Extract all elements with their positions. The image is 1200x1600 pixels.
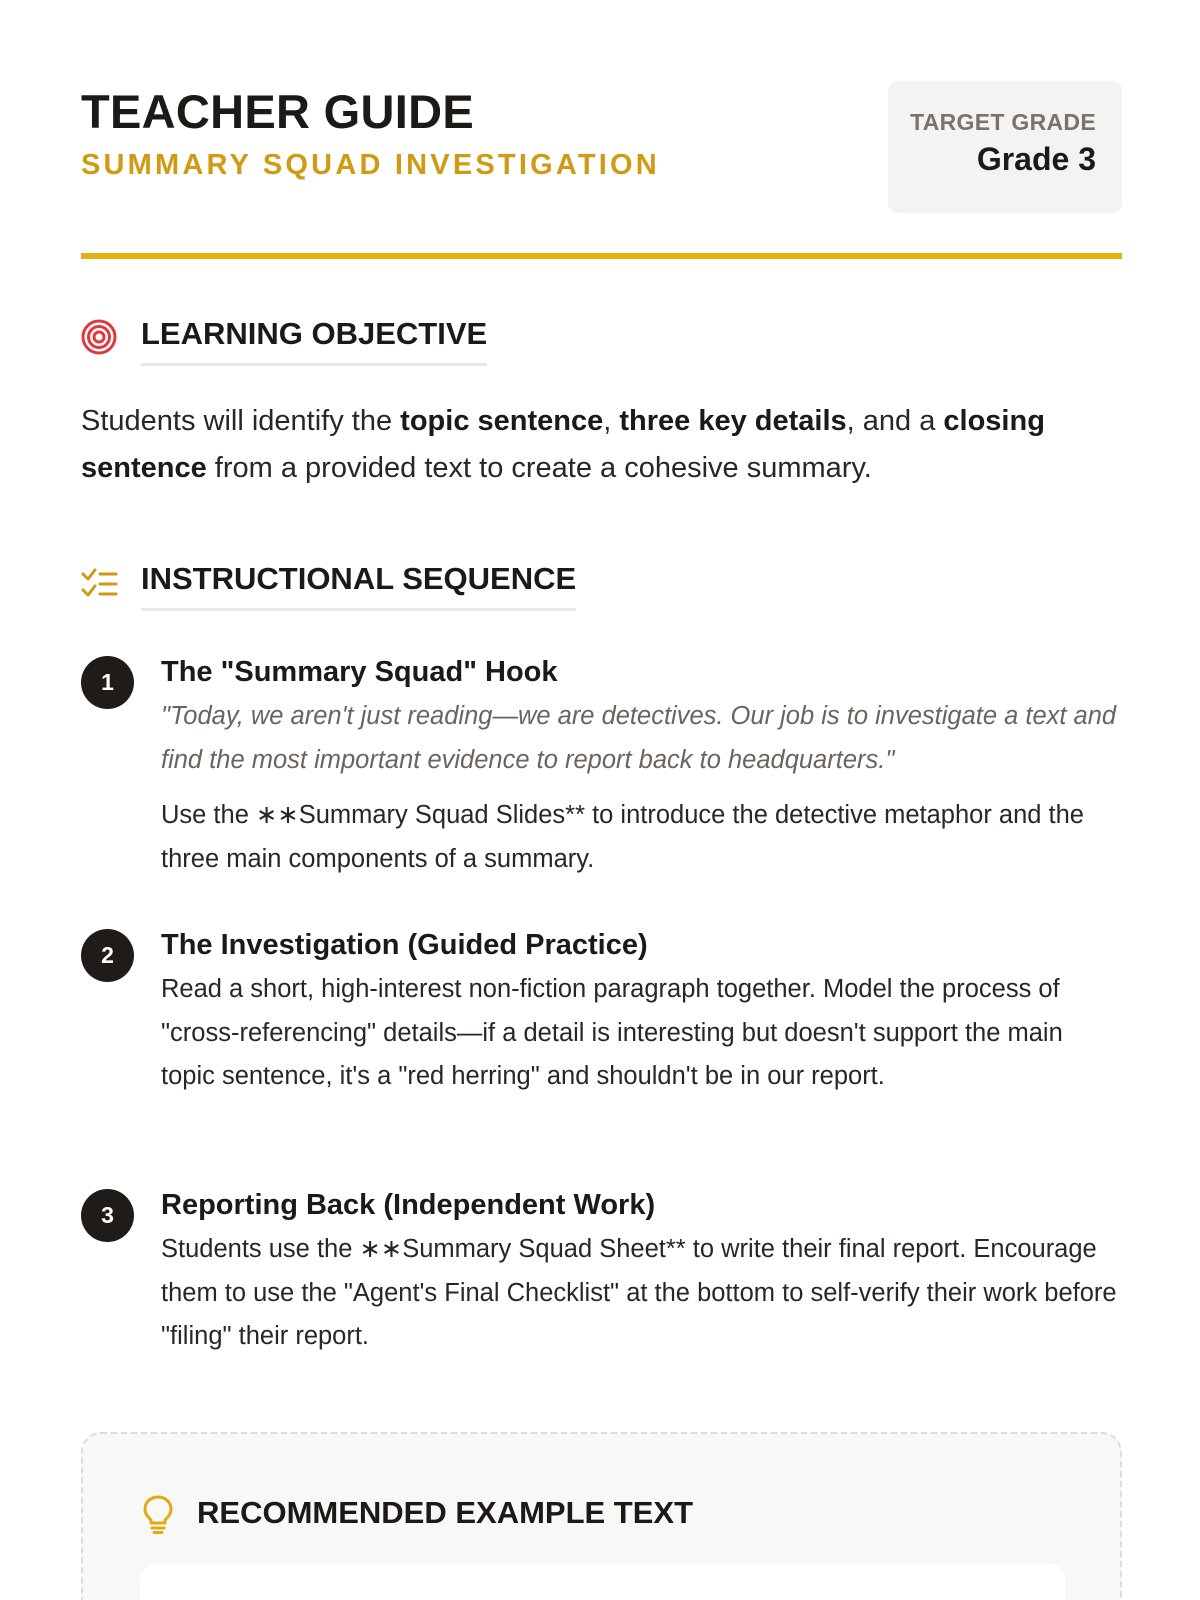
page-subtitle: SUMMARY SQUAD INVESTIGATION: [81, 149, 660, 181]
learning-objective-text: Students will identify the topic sentence, three key details, and a closing sentence from a provided text to create a cohesive summary.: [81, 405, 1045, 484]
step-content: [161, 653, 1122, 881]
step-content: [161, 926, 1122, 1099]
lightbulb-icon: [140, 1494, 176, 1534]
target-grade-value: Grade 3: [976, 141, 1096, 177]
teacher-guide-page: [81, 0, 1122, 1600]
recommended-example-card: [81, 1432, 1122, 1600]
checklist-icon: [81, 568, 121, 608]
page-title: TEACHER GUIDE: [81, 85, 474, 138]
step-description: Use the ∗∗Summary Squad Slides** to introduce the detective metaphor and the three main components of a summary.: [161, 801, 1084, 873]
target-icon: [81, 317, 121, 357]
instructional-sequence-heading: INSTRUCTIONAL SEQUENCE: [141, 560, 576, 611]
target-grade-label: TARGET GRADE: [910, 109, 1096, 135]
header-divider: [81, 253, 1122, 259]
target-grade-card: [888, 81, 1122, 213]
step-title: Reporting Back (Independent Work): [161, 1189, 656, 1221]
step-content: [161, 1186, 1122, 1359]
recommended-example-heading: RECOMMENDED EXAMPLE TEXT: [197, 1495, 694, 1530]
step-title: The "Summary Squad" Hook: [161, 656, 558, 688]
step-description: Read a short, high-interest non-fiction paragraph together. Model the process of "cross-referencing" details—if a detail is interesting but doesn't support the main topic sentence, it's a "red herring" and shouldn't be in our report.: [161, 975, 1063, 1090]
step-number-badge: 2: [81, 929, 134, 982]
step-title: The Investigation (Guided Practice): [161, 929, 648, 961]
step-number-badge: 1: [81, 656, 134, 709]
step-number-badge: 3: [81, 1189, 134, 1242]
step-quote: "Today, we aren't just reading—we are detectives. Our job is to investigate a text and find the most important evidence to report back to headquarters.": [161, 702, 1117, 774]
guide-header: [81, 84, 1122, 214]
learning-objective-heading: LEARNING OBJECTIVE: [141, 315, 487, 366]
example-text-panel: [140, 1564, 1065, 1600]
step-description: Students use the ∗∗Summary Squad Sheet** to write their final report. Encourage them to use the "Agent's Final Checklist" at the bottom to self-verify their work before "filing" their report.: [161, 1235, 1117, 1350]
